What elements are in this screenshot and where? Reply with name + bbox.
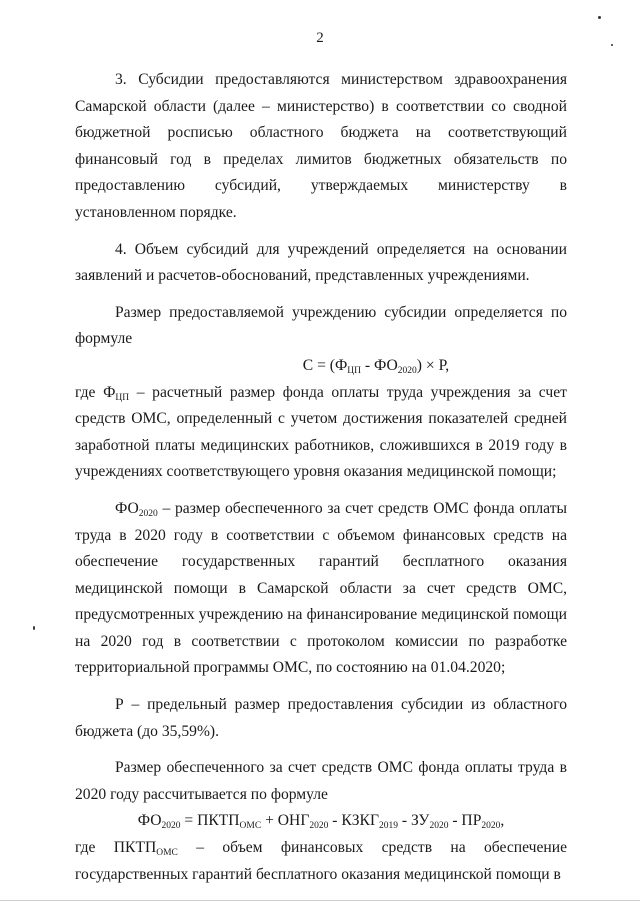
definition-p: Р – предельный размер предоставления субсидии из областного бюджета (до 35,59%). bbox=[75, 696, 567, 740]
paragraph-3: 3. Субсидии предоставляются министерством здравоохранения Самарской области (далее – министерство) в соответствии со сводной бюджетной росписью областного бюджета на соответствующий финансовый год в пределах лимитов бюджетных обязательств по предоставлению субсидий, утверждаемых министерству в установленном порядке. bbox=[75, 71, 567, 221]
definition-fcp: где $Ф_{ЦП}$ – расчетный размер фонда оплаты труда учреждения за счет средств ОМС, определенный с учетом достижения показателей средней заработной платы медицинских работников, сложившихся в 2019 году в учреждениях соответствующего уровня оказания медицинской помощи; bbox=[75, 383, 567, 481]
scan-speck bbox=[33, 626, 35, 630]
paragraph-4: 4. Объем субсидий для учреждений определяется на основании заявлений и расчетов-обоснований, представленных учреждениями. bbox=[75, 240, 567, 285]
paragraph-size-intro: Размер предоставляемой учреждению субсидии определяется по формуле bbox=[75, 303, 567, 348]
paragraph-fo-intro: Размер обеспеченного за счет средств ОМС фонда оплаты труда в 2020 году рассчитывается по формуле bbox=[75, 759, 567, 803]
page-number: 2 bbox=[316, 30, 324, 46]
formula-subsidy: $С = (Ф_{ЦП} - ФО_{2020}) \times Р$, bbox=[302, 356, 450, 376]
scan-bottom-edge bbox=[0, 900, 640, 901]
scan-speck bbox=[598, 16, 601, 19]
definition-fo2020: $ФО_{2020}$ – размер обеспеченного за счет средств ОМС фонда оплаты труда в 2020 году в соответствии с объемом финансовых средств на обеспечение государственных гарантий бесплатного оказания медицинской помощи в Самарской области за счет средств ОМС, предусмотренных учреждению на финансирование медицинской помощи на 2020 год в соответствии с протоколом комиссии по разработке территориальной программы ОМС, по состоянию на 01.04.2020; bbox=[75, 499, 567, 677]
document-body bbox=[75, 67, 567, 888]
definition-pktp: где $ПКТП_{ОМС}$ – объем финансовых средств на обеспечение государственных гарантий бесплатного оказания медицинской помощи в bbox=[75, 839, 567, 883]
formula-fo2020: $ФО_{2020}$ = $ПКТП_{ОМС} + ОНГ_{2020}$ - $КЗКГ_{2019} - ЗУ_{2020} - ПР_{2020}$, bbox=[137, 812, 505, 832]
scan-speck bbox=[611, 44, 613, 46]
